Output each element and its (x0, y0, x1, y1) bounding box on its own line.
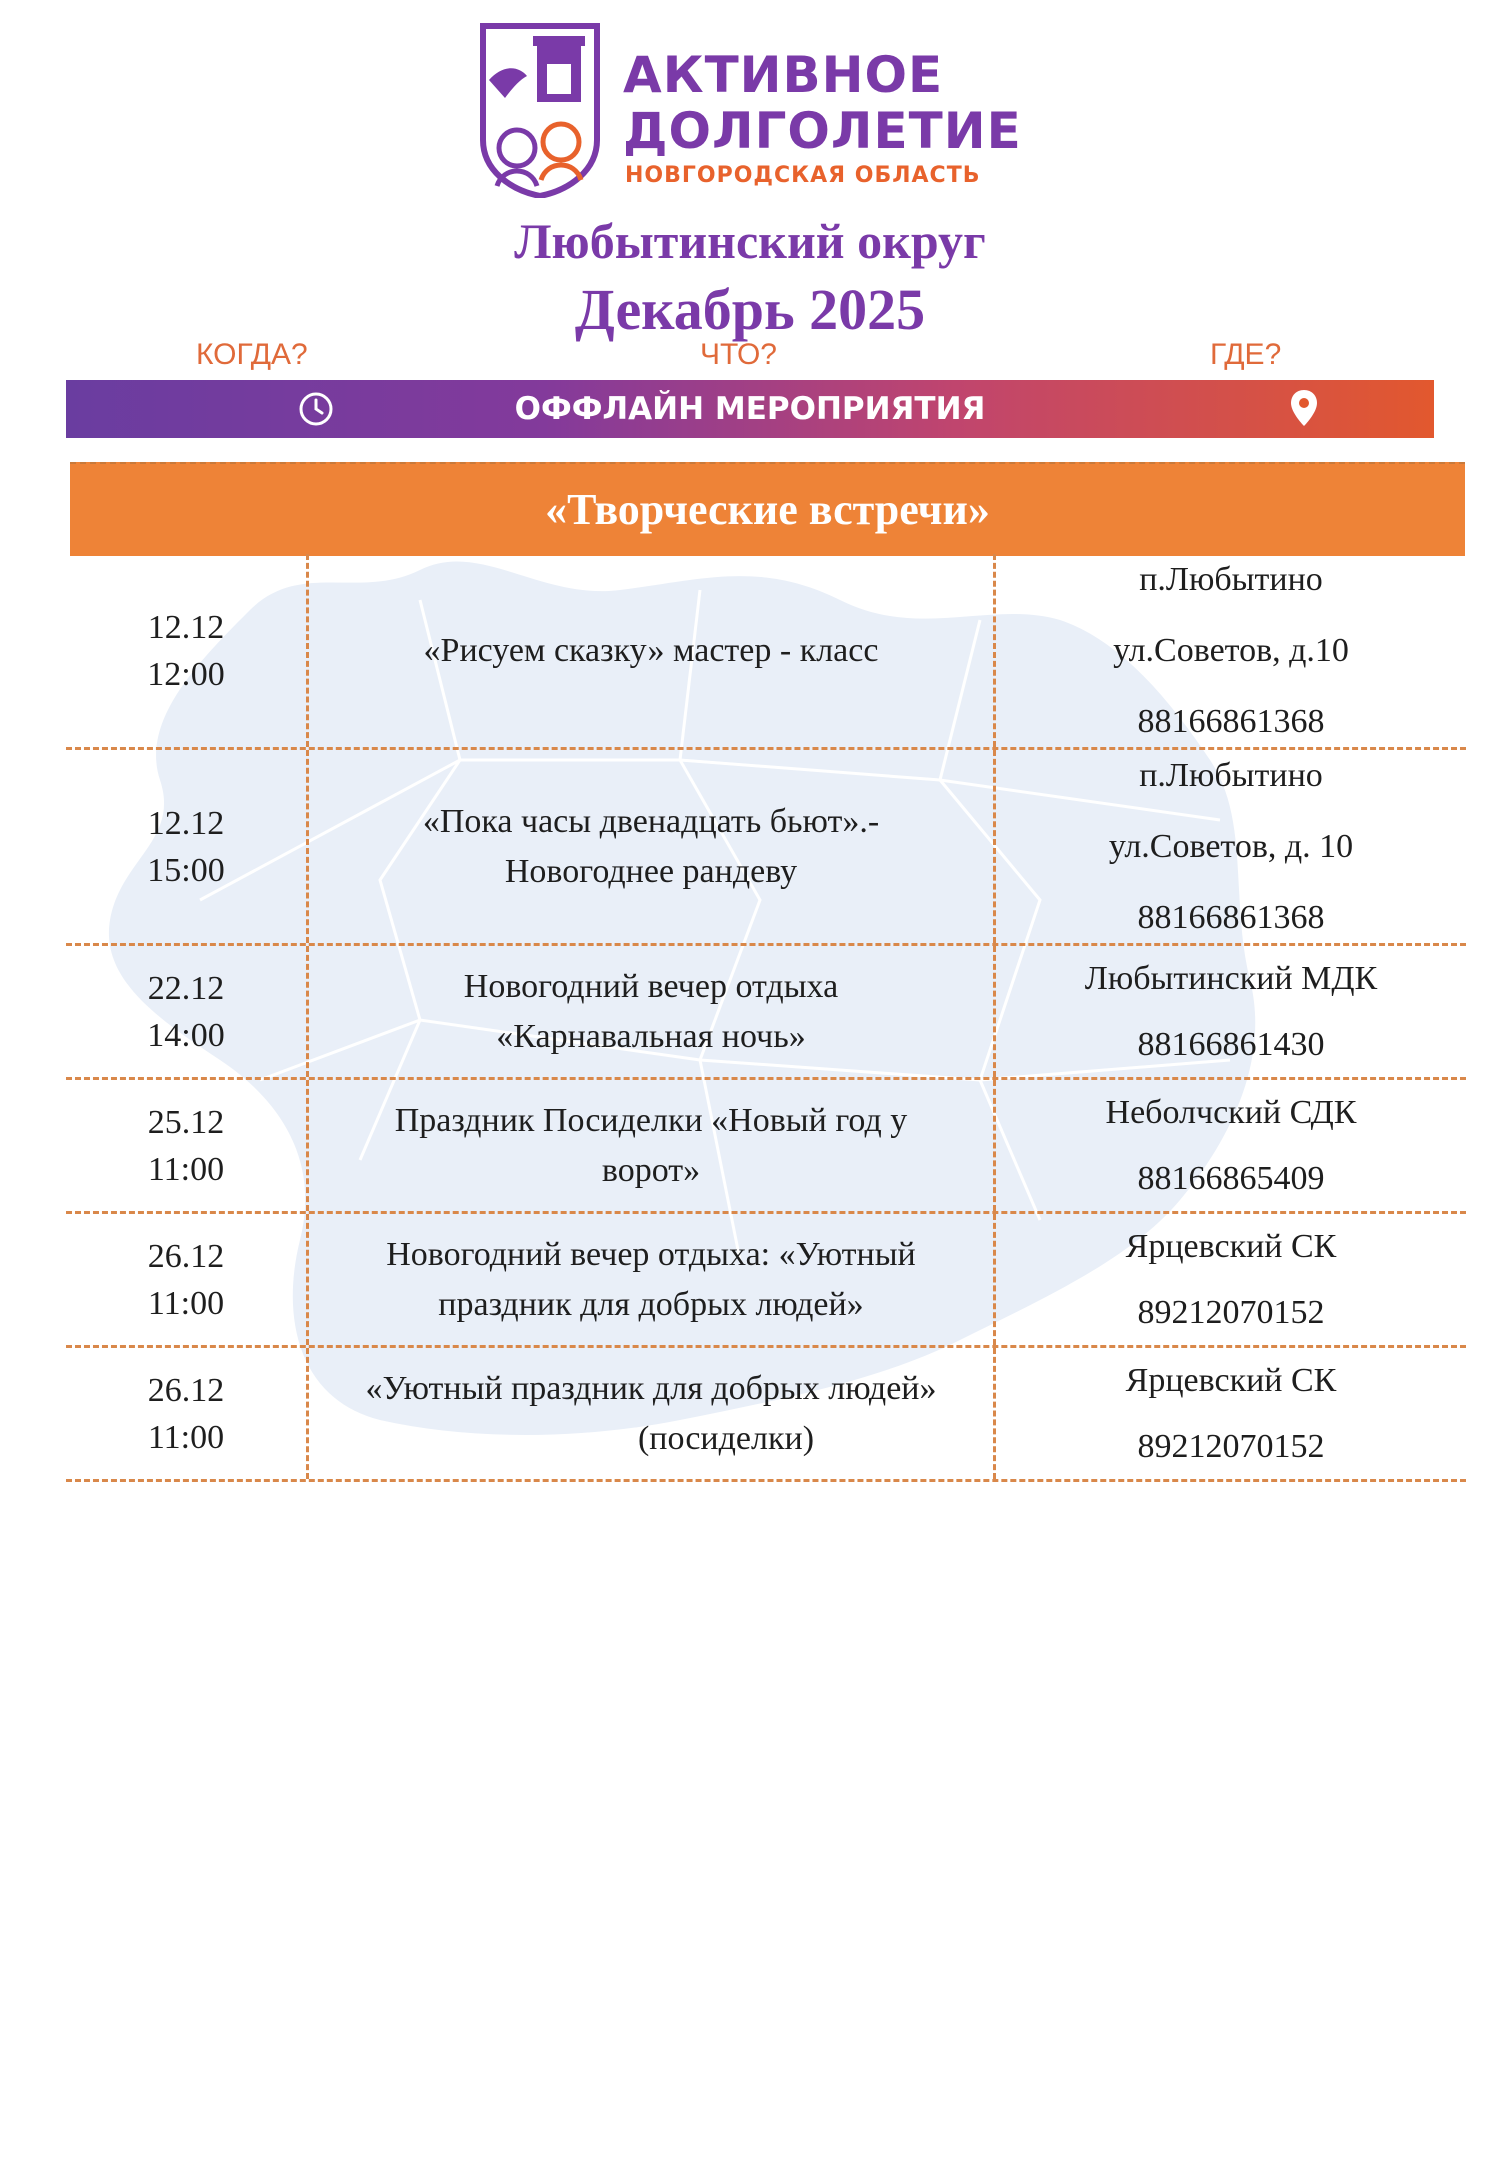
event-title-line: праздник для добрых людей» (438, 1285, 864, 1323)
event-time: 14:00 (147, 1016, 225, 1054)
event-title (306, 1214, 996, 1345)
offline-events-banner (66, 380, 1434, 438)
logo-title-line2: ДОЛГОЛЕТИЕ (623, 102, 1022, 160)
event-phone: 88166861430 (1137, 1025, 1325, 1063)
event-date: 25.12 (147, 1103, 225, 1141)
event-title (306, 750, 996, 943)
event-place (996, 1348, 1466, 1479)
event-title-line: «Уютный праздник для добрых людей» (365, 1369, 937, 1407)
event-place (996, 1080, 1466, 1211)
event-datetime (66, 946, 306, 1077)
event-place-line: ул.Советов, д.10 (1113, 632, 1349, 669)
event-place-line: Неболчский СДК (1105, 1093, 1357, 1131)
event-phone: 88166865409 (1137, 1159, 1325, 1197)
event-place-line: Любытинский МДК (1084, 959, 1378, 997)
event-place (996, 750, 1466, 943)
event-phone: 88166861368 (1137, 899, 1325, 936)
event-title-line: «Карнавальная ночь» (496, 1017, 806, 1055)
event-datetime (66, 554, 306, 747)
event-title-line: Праздник Посиделки «Новый год у (394, 1101, 908, 1139)
when-label: КОГДА? (196, 338, 308, 371)
table-row (66, 750, 1466, 946)
logo-title-line1: АКТИВНОЕ (623, 46, 944, 104)
table-row (66, 1080, 1466, 1214)
event-title-line: (посиделки) (637, 1419, 815, 1457)
event-title-line: ворот» (601, 1151, 701, 1189)
event-title (306, 1348, 996, 1479)
event-place-line: п.Любытино (1139, 757, 1323, 794)
event-place-line: Ярцевский СК (1125, 1227, 1337, 1265)
event-phone: 89212070152 (1137, 1293, 1325, 1331)
logo-subtitle: НОВГОРОДСКАЯ ОБЛАСТЬ (625, 163, 981, 188)
table-row (66, 946, 1466, 1080)
event-date: 26.12 (147, 1237, 225, 1275)
event-place-line: Ярцевский СК (1125, 1361, 1337, 1399)
event-title-line: Новогодний вечер отдыха: «Уютный (386, 1235, 916, 1273)
table-row (66, 1214, 1466, 1348)
event-title-line: «Пока часы двенадцать бьют».- (422, 802, 880, 840)
where-label: ГДЕ? (1210, 338, 1282, 371)
events-table (66, 554, 1466, 1482)
event-title (306, 554, 996, 747)
event-place (996, 554, 1466, 747)
event-time: 11:00 (147, 1284, 225, 1322)
table-row (66, 554, 1466, 750)
section-header (70, 462, 1465, 556)
event-title (306, 946, 996, 1077)
event-place-line: ул.Советов, д. 10 (1108, 828, 1354, 865)
location-pin-icon (1288, 388, 1320, 428)
event-date: 12.12 (147, 804, 225, 842)
event-time: 11:00 (147, 1418, 225, 1456)
event-datetime (66, 1348, 306, 1479)
event-time: 15:00 (147, 851, 225, 889)
month-title: Декабрь 2025 (574, 277, 926, 342)
logo-emblem-icon (475, 20, 605, 198)
banner-label: ОФФЛАЙН МЕРОПРИЯТИЯ (514, 391, 986, 427)
event-date: 22.12 (147, 969, 225, 1007)
event-place (996, 1214, 1466, 1345)
event-place-line: п.Любытино (1139, 561, 1323, 598)
event-title-line: «Рисуем сказку» мастер - класс (423, 631, 879, 669)
section-title: «Творческие встречи» (545, 485, 990, 534)
event-phone: 88166861368 (1137, 703, 1325, 740)
event-time: 12:00 (147, 655, 225, 693)
event-datetime (66, 1080, 306, 1211)
event-place (996, 946, 1466, 1077)
event-datetime (66, 1214, 306, 1345)
logo (475, 20, 1035, 200)
event-time: 11:00 (147, 1150, 225, 1188)
event-phone: 89212070152 (1137, 1427, 1325, 1465)
event-date: 12.12 (147, 608, 225, 646)
event-title (306, 1080, 996, 1211)
event-datetime (66, 750, 306, 943)
district-title: Любытинский округ (514, 213, 986, 269)
what-label: ЧТО? (700, 338, 777, 371)
event-date: 26.12 (147, 1371, 225, 1409)
table-row (66, 1348, 1466, 1482)
event-title-line: Новогодний вечер отдыха (463, 967, 839, 1005)
event-title-line: Новогоднее рандеву (504, 852, 798, 890)
